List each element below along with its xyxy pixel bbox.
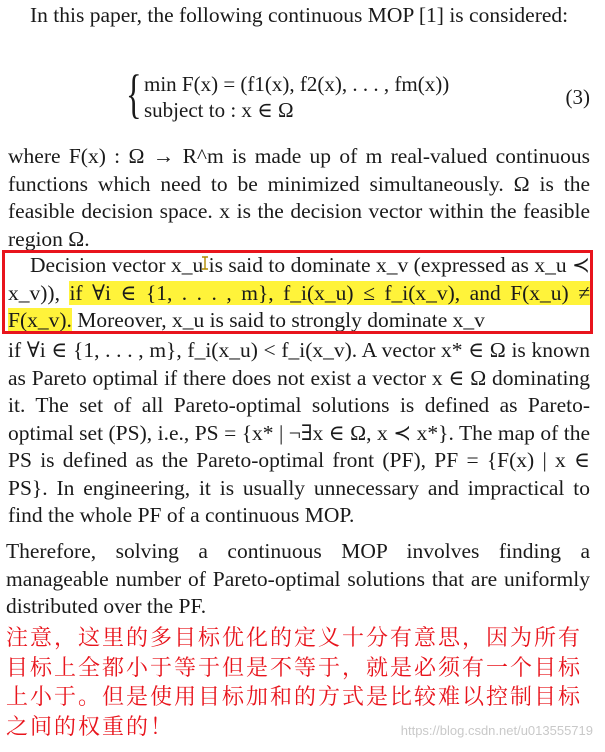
- pareto-paragraph: if ∀i ∈ {1, . . . , m}, f_i(x_u) < f_i(x_v). A vector x* ∈ Ω is known as Pareto optimal if there does not exist a vector x ∈ Ω dominating it. The set of all Pareto-optimal solutions is defined as Pareto-optimal set (PS), i.e., PS = {x* | ¬∃x ∈ Ω, x ≺ x*}. The map of the PS is defined as the Pareto-optimal front (PF), PF = {F(x) | x ∈ PS}. In engineering, it is usually unnecessary and impractical to find the whole PF of a continuous MOP.: [8, 338, 590, 527]
- annotation-note: 注意，这里的多目标优化的定义十分有意思，因为所有目标上全都小于等于但是不等于，就是必须有一个目标上小于。但是使用目标加和的方式是比较难以控制目标之间的权重的！: [6, 626, 583, 740]
- strong-dominance-text: Moreover, x_u is said to strongly dominate x_v: [77, 308, 485, 332]
- equation-line-constraint: subject to : x ∈ Ω: [144, 98, 294, 122]
- equation-line-objective: min F(x) = (f1(x), f2(x), . . . , fm(x)): [144, 72, 450, 96]
- intro-paragraph: In this paper, the following continuous MOP [1] is considered:: [30, 3, 569, 27]
- dominance-definition-text: Decision vector x_u is said to dominate x_v (expressed as x_u ≺ x_v)),: [8, 253, 590, 305]
- where-paragraph: where F(x) : Ω → R^m is made up of m real-valued continuous functions which need to be minimized simultaneously. Ω is the feasible decision space. x is the decision vector within the feasible region Ω.: [8, 144, 590, 251]
- red-annotation-box: [2, 250, 593, 334]
- therefore-paragraph: Therefore, solving a continuous MOP involves finding a manageable number of Pareto-optimal solutions that are uniformly distributed over the PF.: [6, 539, 590, 618]
- watermark: https://blog.csdn.net/u013555719: [400, 723, 593, 738]
- highlighted-condition: if ∀i ∈ {1, . . . , m}, f_i(x_u) ≤ f_i(x_v), and F(x_u) ≠ F(x_v).: [8, 280, 590, 332]
- text-cursor-icon: [200, 256, 210, 270]
- equation-3: [110, 64, 590, 126]
- left-brace-icon: {: [126, 64, 142, 124]
- equation-number: (3): [565, 85, 590, 109]
